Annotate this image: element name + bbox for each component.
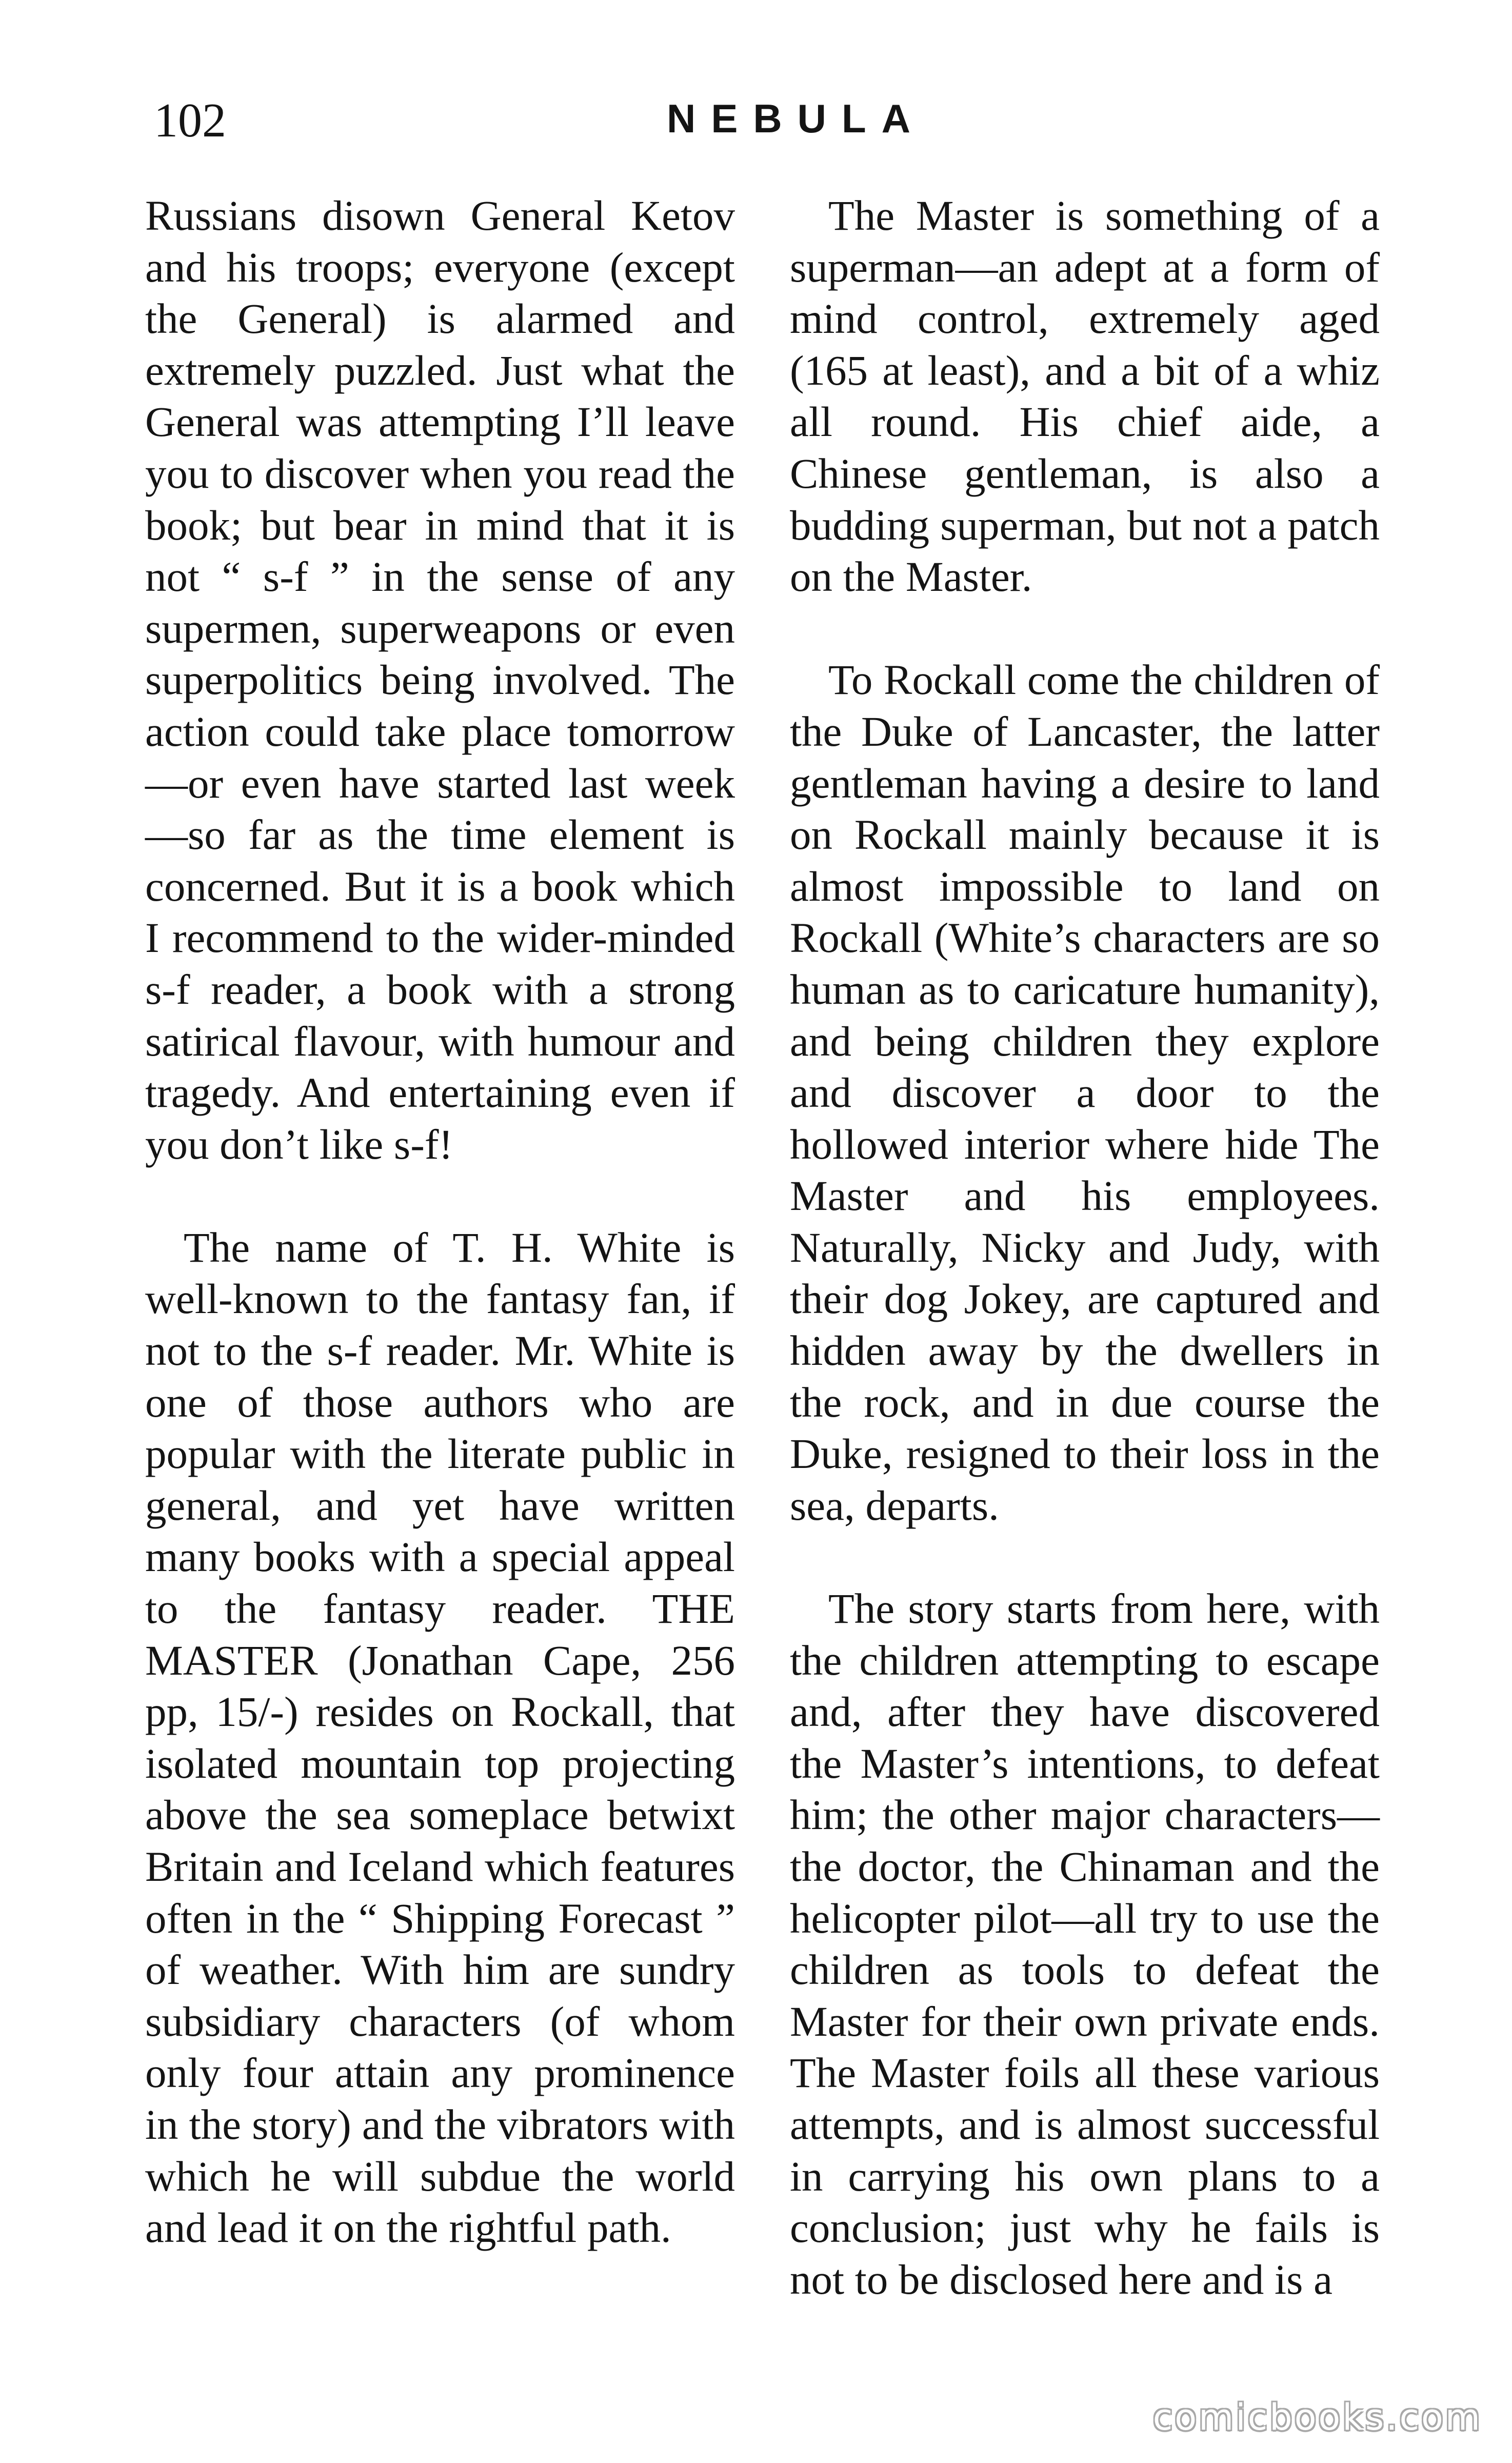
left-column — [145, 190, 735, 2305]
right-column — [790, 190, 1380, 2357]
article-paragraph: The Master is something of a superman—an adept at a form of mind control, extremely aged (165 at least), and a bit of a whiz all round. His chief aide, a Chinese gentleman, is also a budding superman, but not a patch on the Master. — [790, 192, 1380, 601]
watermark-logo: comicbooks.com — [1152, 2396, 1482, 2438]
article-paragraph: The name of T. H. White is well-known to the fantasy fan, if not to the s-f reader. Mr. White is one of those authors who are popular with the literate public in general, and yet have written many books with a special appeal to the fantasy reader. THE MASTER (Jonathan Cape, 256 pp, 15/-) resides on Rockall, that isolated mountain top projecting above the sea someplace betwixt Britain and Iceland which features often in the “ Shipping Forecast ” of weather. With him are sundry subsidiary characters (of whom only four attain any prominence in the story) and the vibrators with which he will subdue the world and lead it on the rightful path. — [145, 1223, 735, 2252]
page-number: 102 — [154, 94, 226, 147]
article-paragraph: To Rockall come the children of the Duke of Lancaster, the latter gentleman having a desire to land on Rockall mainly because it is almost impossible to land on Rockall (White’s characters are so human as to caricature humanity), and being children they explore and discover a door to the hollowed interior where hide The Master and his employees. Naturally, Nicky and Judy, with their dog Jokey, are captured and hidden away by the dwellers in the rock, and in due course the Duke, resigned to their loss in the sea, departs. — [790, 656, 1380, 1529]
article-paragraph: Russians disown General Ketov and his troops; everyone (except the General) is alarmed and extremely puzzled. Just what the General was attempting I’ll leave you to discover when you read the book; but bear in mind that it is not “ s-f ” in the sense of any supermen, superweapons or even superpolitics being involved. The action could take place tomorrow —or even have started last week —so far as the time element is concerned. But it is a book which I recommend to the wider-minded s-f reader, a book with a strong satirical flavour, with humour and tragedy. And entertaining even if you don’t like s-f! — [145, 192, 735, 1168]
article-paragraph: The story starts from here, with the children attempting to escape and, after they have discovered the Master’s intentions, to defeat him; the other major characters—the doctor, the Chinaman and the helicopter pilot—all try to use the children as tools to defeat the Master for their own private ends. The Master foils all these various attempts, and is almost successful in carrying his own plans to a conclusion; just why he fails is not to be disclosed here and is a — [790, 1585, 1380, 2303]
magazine-title: NEBULA — [667, 96, 926, 141]
